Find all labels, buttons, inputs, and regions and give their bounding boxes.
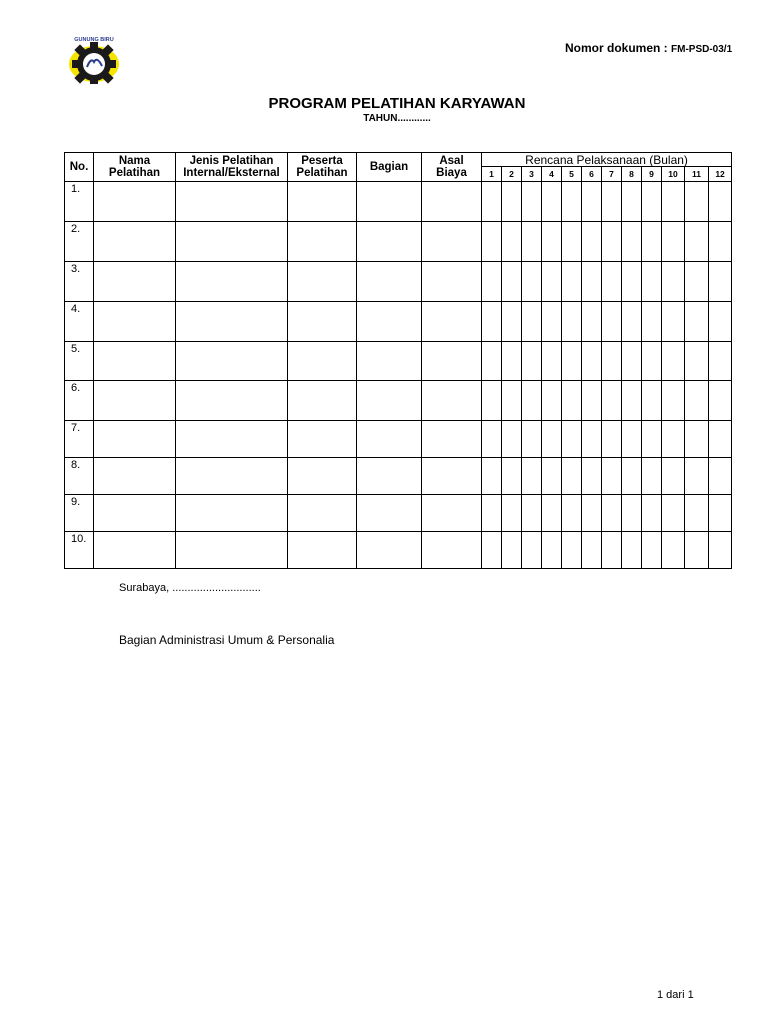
row-number: 4.: [65, 302, 94, 342]
table-cell: [562, 302, 582, 342]
table-cell: [522, 381, 542, 421]
table-cell: [176, 302, 288, 342]
table-cell: [288, 458, 357, 495]
table-cell: [582, 262, 602, 302]
table-cell: [662, 495, 685, 532]
table-row: [65, 182, 732, 222]
table-cell: [542, 421, 562, 458]
table-row: [65, 421, 732, 458]
table-cell: [642, 532, 662, 569]
header-jenis-pelatihan: Jenis Pelatihan Internal/Eksternal: [176, 153, 288, 182]
month-header-cell: 2: [502, 167, 522, 182]
table-cell: [642, 302, 662, 342]
table-row: [65, 532, 732, 569]
table-cell: [662, 532, 685, 569]
table-cell: [357, 381, 422, 421]
table-cell: [522, 495, 542, 532]
table-cell: [709, 381, 732, 421]
table-cell: [176, 182, 288, 222]
table-cell: [662, 262, 685, 302]
table-cell: [582, 532, 602, 569]
row-number: 7.: [65, 421, 94, 458]
document-number-label: Nomor dokumen :: [565, 41, 668, 55]
header-nama-pelatihan: Nama Pelatihan: [94, 153, 176, 182]
table-cell: [709, 495, 732, 532]
table-cell: [94, 262, 176, 302]
table-cell: [502, 302, 522, 342]
table-row: [65, 302, 732, 342]
table-cell: [582, 458, 602, 495]
table-cell: [685, 222, 709, 262]
table-cell: [622, 495, 642, 532]
table-cell: [562, 342, 582, 381]
table-cell: [94, 302, 176, 342]
table-cell: [94, 532, 176, 569]
table-cell: [582, 182, 602, 222]
table-cell: [542, 302, 562, 342]
document-number: [565, 41, 732, 55]
table-cell: [542, 182, 562, 222]
table-cell: [642, 458, 662, 495]
table-cell: [562, 495, 582, 532]
month-header-cell: 4: [542, 167, 562, 182]
table-cell: [94, 381, 176, 421]
table-cell: [709, 222, 732, 262]
table-cell: [422, 342, 482, 381]
month-header-cell: 11: [685, 167, 709, 182]
table-cell: [94, 458, 176, 495]
table-cell: [422, 262, 482, 302]
table-cell: [602, 182, 622, 222]
table-cell: [662, 421, 685, 458]
document-number-code: FM-PSD-03/1: [671, 44, 733, 55]
table-cell: [662, 222, 685, 262]
table-cell: [522, 182, 542, 222]
table-cell: [482, 381, 502, 421]
table-cell: [709, 302, 732, 342]
table-cell: [357, 458, 422, 495]
logo-wordmark: GUNUNG BIRU: [74, 37, 114, 43]
table-cell: [176, 421, 288, 458]
table-cell: [662, 182, 685, 222]
row-number: 2.: [65, 222, 94, 262]
table-cell: [562, 458, 582, 495]
table-cell: [685, 381, 709, 421]
table-cell: [288, 262, 357, 302]
month-header-cell: 3: [522, 167, 542, 182]
table-cell: [642, 222, 662, 262]
table-cell: [602, 532, 622, 569]
table-cell: [176, 532, 288, 569]
table-cell: [502, 458, 522, 495]
table-cell: [709, 262, 732, 302]
table-cell: [502, 421, 522, 458]
header-no: No.: [65, 153, 94, 182]
table-cell: [562, 222, 582, 262]
table-cell: [288, 495, 357, 532]
table-cell: [622, 342, 642, 381]
table-cell: [685, 532, 709, 569]
table-cell: [582, 302, 602, 342]
table-cell: [622, 458, 642, 495]
table-cell: [357, 302, 422, 342]
table-cell: [685, 342, 709, 381]
table-cell: [622, 381, 642, 421]
table-cell: [542, 458, 562, 495]
table-cell: [622, 532, 642, 569]
table-cell: [582, 222, 602, 262]
page-number: 1 dari 1: [657, 989, 694, 1001]
table-cell: [288, 302, 357, 342]
table-cell: [685, 421, 709, 458]
table-cell: [602, 302, 622, 342]
table-cell: [642, 262, 662, 302]
table-cell: [622, 302, 642, 342]
table-cell: [709, 458, 732, 495]
header-asal-biaya: Asal Biaya: [422, 153, 482, 182]
table-cell: [562, 182, 582, 222]
table-cell: [709, 342, 732, 381]
table-cell: [94, 222, 176, 262]
table-cell: [357, 222, 422, 262]
table-cell: [622, 222, 642, 262]
table-cell: [502, 262, 522, 302]
table-cell: [602, 495, 622, 532]
table-cell: [288, 421, 357, 458]
table-cell: [522, 222, 542, 262]
table-cell: [288, 532, 357, 569]
table-cell: [502, 495, 522, 532]
table-cell: [602, 458, 622, 495]
table-cell: [582, 381, 602, 421]
table-row: [65, 381, 732, 421]
table-cell: [502, 381, 522, 421]
table-cell: [176, 495, 288, 532]
training-program-table: [64, 152, 732, 569]
table-cell: [709, 421, 732, 458]
table-cell: [288, 182, 357, 222]
page-title: PROGRAM PELATIHAN KARYAWAN: [268, 95, 526, 112]
table-cell: [562, 532, 582, 569]
table-cell: [642, 342, 662, 381]
table-cell: [482, 532, 502, 569]
table-cell: [482, 262, 502, 302]
table-cell: [357, 532, 422, 569]
table-cell: [542, 495, 562, 532]
table-cell: [288, 342, 357, 381]
place-date-line: Surabaya, .............................: [119, 582, 261, 594]
table-cell: [94, 421, 176, 458]
row-number: 8.: [65, 458, 94, 495]
month-header-cell: 6: [582, 167, 602, 182]
table-cell: [94, 342, 176, 381]
table-cell: [522, 262, 542, 302]
table-cell: [602, 381, 622, 421]
table-cell: [622, 182, 642, 222]
header-rencana-pelaksanaan: Rencana Pelaksanaan (Bulan): [482, 153, 732, 167]
table-cell: [422, 458, 482, 495]
table-cell: [542, 532, 562, 569]
table-cell: [176, 381, 288, 421]
table-cell: [422, 421, 482, 458]
table-cell: [542, 342, 562, 381]
month-header-cell: 10: [662, 167, 685, 182]
table-cell: [602, 262, 622, 302]
table-cell: [662, 458, 685, 495]
table-cell: [357, 342, 422, 381]
table-cell: [562, 262, 582, 302]
header-bagian: Bagian: [357, 153, 422, 182]
table-cell: [422, 381, 482, 421]
table-cell: [642, 182, 662, 222]
table-cell: [662, 302, 685, 342]
table-cell: [709, 532, 732, 569]
table-cell: [685, 495, 709, 532]
table-row: [65, 458, 732, 495]
table-cell: [176, 262, 288, 302]
table-cell: [582, 495, 602, 532]
table-cell: [357, 421, 422, 458]
table-cell: [422, 222, 482, 262]
table-cell: [176, 222, 288, 262]
table-cell: [522, 532, 542, 569]
table-cell: [622, 262, 642, 302]
table-cell: [642, 381, 662, 421]
table-cell: [562, 381, 582, 421]
table-cell: [582, 342, 602, 381]
table-cell: [582, 421, 602, 458]
row-number: 10.: [65, 532, 94, 569]
table-cell: [562, 421, 582, 458]
table-cell: [482, 421, 502, 458]
table-cell: [602, 342, 622, 381]
table-cell: [176, 458, 288, 495]
table-row: [65, 262, 732, 302]
table-cell: [502, 342, 522, 381]
table-cell: [482, 182, 502, 222]
row-number: 3.: [65, 262, 94, 302]
month-header-cell: 8: [622, 167, 642, 182]
table-cell: [176, 342, 288, 381]
table-cell: [685, 262, 709, 302]
month-header-cell: 9: [642, 167, 662, 182]
table-cell: [709, 182, 732, 222]
table-cell: [422, 532, 482, 569]
table-cell: [542, 262, 562, 302]
header-peserta-pelatihan: Peserta Pelatihan: [288, 153, 357, 182]
table-cell: [522, 421, 542, 458]
table-cell: [522, 342, 542, 381]
table-cell: [662, 381, 685, 421]
table-cell: [357, 182, 422, 222]
table-cell: [422, 495, 482, 532]
table-cell: [422, 182, 482, 222]
table-cell: [622, 421, 642, 458]
table-cell: [357, 262, 422, 302]
month-header-cell: 5: [562, 167, 582, 182]
table-cell: [522, 302, 542, 342]
table-cell: [482, 222, 502, 262]
table-cell: [288, 222, 357, 262]
table-cell: [482, 342, 502, 381]
table-cell: [642, 421, 662, 458]
table-cell: [522, 458, 542, 495]
company-logo: [66, 32, 122, 84]
table-row: [65, 495, 732, 532]
month-header-cell: 1: [482, 167, 502, 182]
table-cell: [542, 222, 562, 262]
month-header-cell: 7: [602, 167, 622, 182]
row-number: 9.: [65, 495, 94, 532]
table-cell: [94, 495, 176, 532]
table-cell: [357, 495, 422, 532]
table-cell: [502, 222, 522, 262]
table-cell: [482, 302, 502, 342]
table-cell: [685, 182, 709, 222]
row-number: 1.: [65, 182, 94, 222]
table-cell: [94, 182, 176, 222]
table-cell: [422, 302, 482, 342]
row-number: 6.: [65, 381, 94, 421]
year-line: TAHUN............: [363, 113, 431, 124]
table-body: [65, 182, 732, 569]
table-cell: [662, 342, 685, 381]
department-signature: Bagian Administrasi Umum & Personalia: [119, 633, 335, 647]
table-cell: [288, 381, 357, 421]
table-cell: [642, 495, 662, 532]
table-cell: [502, 532, 522, 569]
month-header-cell: 12: [709, 167, 732, 182]
table-cell: [482, 495, 502, 532]
table-cell: [542, 381, 562, 421]
table-cell: [482, 458, 502, 495]
table-row: [65, 222, 732, 262]
table-cell: [685, 302, 709, 342]
table-cell: [602, 222, 622, 262]
table-cell: [602, 421, 622, 458]
row-number: 5.: [65, 342, 94, 381]
table-cell: [685, 458, 709, 495]
table-row: [65, 342, 732, 381]
table-cell: [502, 182, 522, 222]
